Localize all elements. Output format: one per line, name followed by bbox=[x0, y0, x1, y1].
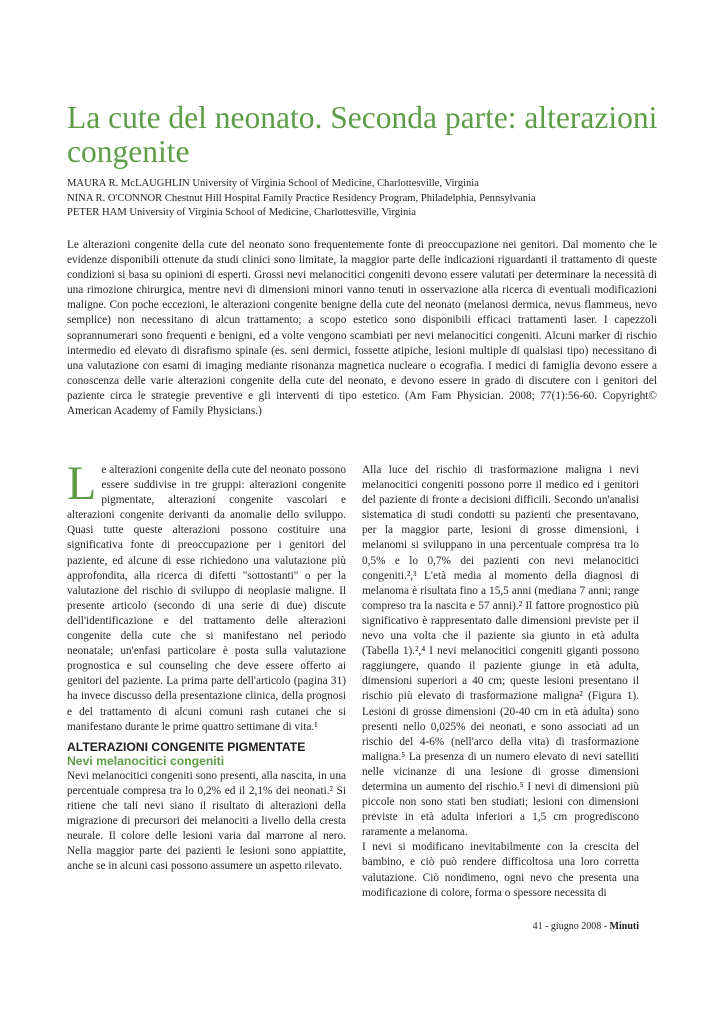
page-info: 41 - giugno 2008 - bbox=[532, 921, 610, 932]
page-footer bbox=[533, 921, 639, 932]
author-line: PETER HAM University of Virginia School of Medicine, Charlottesville, Virginia bbox=[67, 207, 416, 219]
body-paragraph: Nevi melanocitici congeniti sono presenti, alla nascita, in una percentuale compresa tra lo 0,2% ed il 2,1% dei neonati.² Si ritiene che tali nevi siano il risultato di alterazioni della migrazione di precursori dei melanociti a livello della cresta neurale. Il colore delle lesioni varia dal marrone al nero. Nella maggior parte dei pazienti le lesioni sono appiattite, anche se in alcuni casi possono assumere un aspetto rilevato. bbox=[67, 769, 346, 873]
drop-cap: L bbox=[67, 457, 97, 510]
body-column-right bbox=[362, 463, 639, 901]
intro-text: e alterazioni congenite della cute del neonato possono essere suddivise in tre gruppi: alterazioni congenite pigmentate, alterazioni congenite vascolari e alterazioni congenite derivanti da anomalie dello sviluppo. Quasi tutte queste alterazioni possono costituire una significativa fonte di preoccupazione per i genitori del paziente, ed alcune di esse richiedono una valutazione più approfondita, alla ricerca di difetti "sottostanti" o per la valutazione del rischio di sviluppo di neoplasie maligne. Il presente articolo (secondo di una serie di due) discute dell'identificazione e del trattamento delle alterazioni congenite della cute che si manifestano nel periodo neonatale; un'enfasi particolare è posta sulla valutazione prognostica e sul counseling che deve essere offerto ai genitori del paziente. La prima parte dell'articolo (pagina 31) ha invece discusso della presentazione clinica, della prognosi e del trattamento di alcuni comuni rash cutanei che si manifestano durante le prime quattro settimane di vita.¹ bbox=[67, 464, 346, 733]
body-column-left bbox=[67, 457, 346, 874]
article-title: La cute del neonato. Seconda parte: alterazioni congenite bbox=[67, 100, 658, 169]
body-paragraph: Alla luce del rischio di trasformazione maligna i nevi melanocitici congeniti possono porre il medico ed i genitori del paziente di fronte a decisioni difficili. Secondo un'analisi sistematica di studi condotti su pazienti che presentavano, per la maggior parte, lesioni di grosse dimensioni, i melanomi si sviluppano in una percentuale compresa tra lo 0,5% e lo 0,7% dei pazienti con nevi melanocitici congeniti.²,³ L'età media al momento della diagnosi di melanoma è risultata fino a 15,5 anni (mediana 7 anni; range compreso tra la nascita e 57 anni).² Il fattore prognostico più significativo è rappresentato dalle dimensioni previste per il nevo una volta che il paziente sia giunto in età adulta (Tabella 1).²,⁴ I nevi melanocitici congeniti giganti possono raggiungere, quando il paziente giunge in età adulta, dimensioni superiori a 40 cm; queste lesioni presentano il rischio più elevato di trasformazione maligna² (Figura 1). Lesioni di grosse dimensioni (20-40 cm in età adulta) sono presenti nello 0,025% dei neonati, e sono associati ad un rischio del 4-6% (nell'arco della vita) di trasformazione maligna.⁵ La presenza di un numero elevato di nevi satelliti nelle vicinanze di una lesione di grosse dimensioni determina un aumento del rischio.⁵ I nevi di dimensioni più piccole non sono stati ben studiati; lesioni con dimensioni previste in età adulta inferiori a 1,5 cm progrediscono raramente a melanoma. bbox=[362, 464, 639, 839]
intro-paragraph bbox=[67, 457, 346, 735]
section-heading: ALTERAZIONI CONGENITE PIGMENTATE bbox=[67, 739, 306, 754]
journal-name: Minuti bbox=[609, 921, 639, 932]
subsection-heading: Nevi melanocitici congeniti bbox=[67, 753, 225, 768]
body-paragraph: I nevi si modificano inevitabilmente con la crescita del bambino, e ciò può rendere difficoltosa una loro corretta valutazione. Ciò nondimeno, ogni nevo che presenta una modificazione di colore, forma o spessore necessita di bbox=[362, 841, 639, 899]
abstract: Le alterazioni congenite della cute del neonato sono frequentemente fonte di preoccupazione nei genitori. Dal momento che le evidenze disponibili ottenute da studi clinici sono limitate, la maggior parte delle indicazioni riguardanti il trattamento di queste condizioni si basa su opinioni di esperti. Grossi nevi melanocitici congeniti devono essere valutati per determinare la necessità di una rimozione chirurgica, mentre nevi di dimensioni minori vanno tenuti in osservazione alla ricerca di eventuali modificazioni maligne. Con poche eccezioni, le alterazioni congenite benigne della cute del neonato (melanosi dermica, nevus flammeus, nevo semplice) non necessitano di alcun trattamento; a scopo estetico sono disponibili efficaci trattamenti laser. I capezzoli soprannumerari sono frequenti e benigni, ed a volte vengono scambiati per nevi melanocitici congeniti. Alcuni marker di rischio intermedio ed elevato di disrafismo spinale (es. seni dermici, fossette atipiche, lesioni multiple di qualsiasi tipo) necessitano di una valutazione con esami di imaging mediante risonanza magnetica nucleare o ecografia. I medici di famiglia devono essere a conoscenza delle varie alterazioni congenite della cute del neonato, e devono essere in grado di discutere con i genitori del paziente circa le strategie preventive e gli interventi di tipo estetico. (Am Fam Physician. 2008; 77(1):56-60. Copyright© American Academy of Family Physicians.) bbox=[67, 239, 657, 418]
author-line: NINA R. O'CONNOR Chestnut Hill Hospital Family Practice Residency Program, Philadelphia, Pennsylvania bbox=[67, 192, 536, 204]
author-list bbox=[67, 177, 667, 221]
author-line: MAURA R. McLAUGHLIN University of Virginia School of Medicine, Charlottesville, Virginia bbox=[67, 178, 479, 189]
